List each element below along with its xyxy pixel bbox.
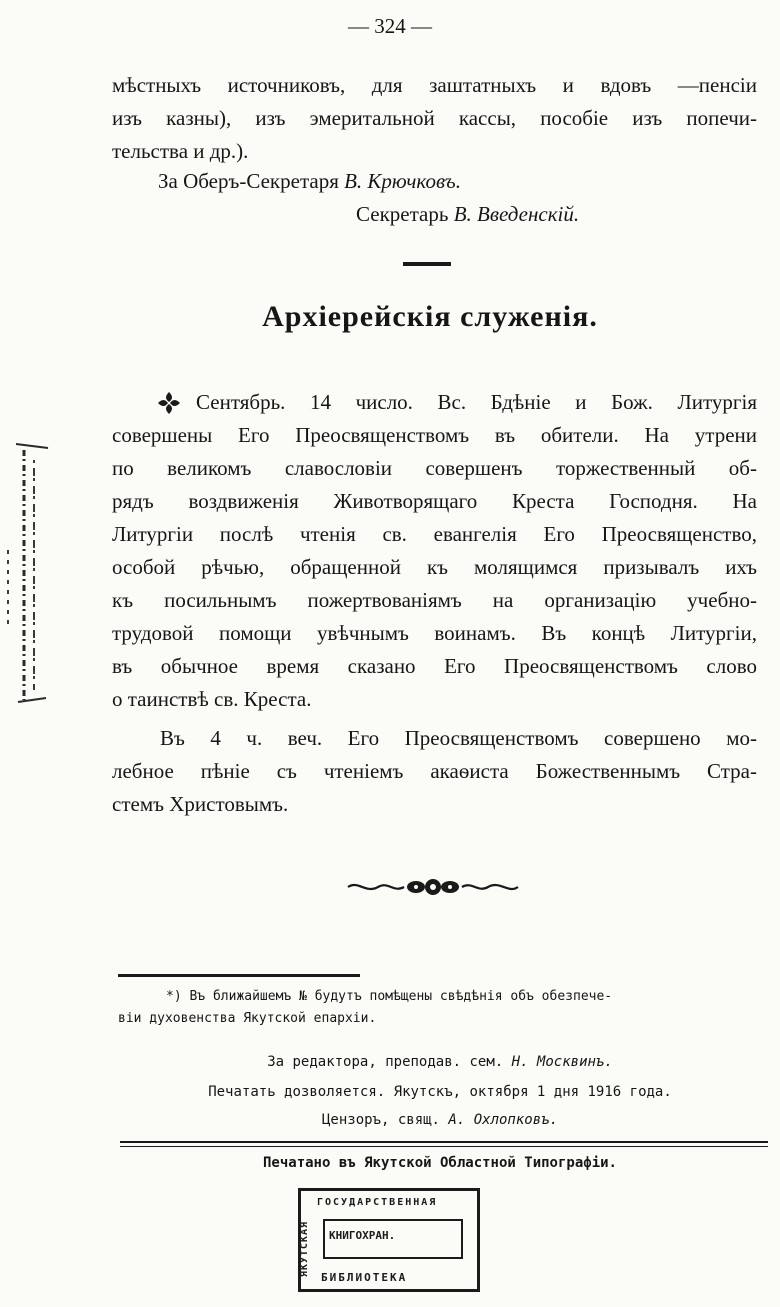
imprint-censor-name: А. Охлопковъ. [448,1112,558,1128]
intro-line-3: тельства и др.). [112,139,249,163]
para2-line-2: лебное пѣніе съ чтеніемъ акаѳиста Божественнымъ Стра- [112,759,757,783]
para2-line-1: Въ 4 ч. веч. Его Преосвященствомъ совершено мо- [160,726,757,750]
footnote-line-2: віи духовенства Якутской епархіи. [118,1011,377,1026]
signature-secretary [356,202,579,227]
para1-line-4: рядъ воздвиженія Животворящаго Креста Господня. На [112,489,757,513]
signature-ober-secretary-name: В. Крючковъ. [344,169,461,193]
section-divider [403,262,451,266]
para1-line-5: Литургіи послѣ чтенія св. евангелія Его Преосвященство, [112,522,757,546]
imprint-permit: Печатать дозволяется. Якутскъ, октября 1 дня 1916 года. [208,1084,672,1100]
para1-line-8: трудовой помощи увѣчнымъ воинамъ. Въ концѣ Литургіи, [112,621,757,645]
para1-line-2: совершены Его Преосвященствомъ въ обители. На утрени [112,423,757,447]
para1-line-6: особой рѣчью, обращенной къ молящимся призывалъ ихъ [112,555,757,579]
signature-secretary-name: В. Введенскій. [453,202,580,226]
section-heading: Архіерейскія служенія. [262,300,598,333]
intro-line-2: изъ казны), изъ эмеритальной кассы, пособіе изъ попечи- [112,106,757,130]
imprint-rule-top [120,1141,768,1143]
signature-ober-secretary [158,169,461,194]
imprint-censor [0,1112,780,1128]
stamp-middle-text: КНИГОХРАН. [329,1229,396,1242]
imprint-rule-bottom [120,1146,768,1147]
footnote-rule [118,974,360,977]
signature-secretary-prefix: Секретарь [356,202,454,226]
imprint-editor-prefix: За редактора, преподав. сем. [267,1054,512,1070]
signature-ober-secretary-prefix: За Оберъ-Секретаря [158,169,345,193]
stamp-bottom-text: БИБЛИОТЕКА [321,1271,408,1284]
footnote-line-1: *) Въ ближайшемъ № будутъ помѣщены свѣдѣнія объ обезпече- [166,989,613,1004]
intro-line-1: мѣстныхъ источниковъ, для заштатныхъ и вдовъ —пенсіи [112,73,757,97]
cross-ornament-icon [156,390,182,416]
imprint-editor-name: Н. Москвинъ. [511,1054,613,1070]
imprint-censor-prefix: Цензоръ, свящ. [321,1112,449,1128]
para1-line-10: о таинствѣ св. Креста. [112,687,312,711]
para1-line-3: по великомъ славословіи совершенъ торжественный об- [112,456,757,480]
page-number: — 324 — [348,14,432,38]
para1-line-7: къ посильнымъ пожертвованіямъ на организацію учебно- [112,588,757,612]
para2-line-3: стемъ Христовымъ. [112,792,289,816]
stamp-top-text: ГОСУДАРСТВЕННАЯ [317,1197,438,1208]
stamp-side-text: ЯКУТСКАЯ [299,1221,310,1278]
imprint-editor [0,1054,780,1070]
binding-edge-marks [0,430,52,720]
end-ornament-icon [346,874,520,900]
printer-line: Печатано въ Якутской Областной Типографіи. [262,1155,617,1171]
para1-line-9: въ обычное время сказано Его Преосвященствомъ слово [112,654,757,678]
para1-line-1: Сентябрь. 14 число. Вс. Бдѣніе и Бож. Литургія [196,390,757,414]
library-stamp [298,1188,480,1292]
